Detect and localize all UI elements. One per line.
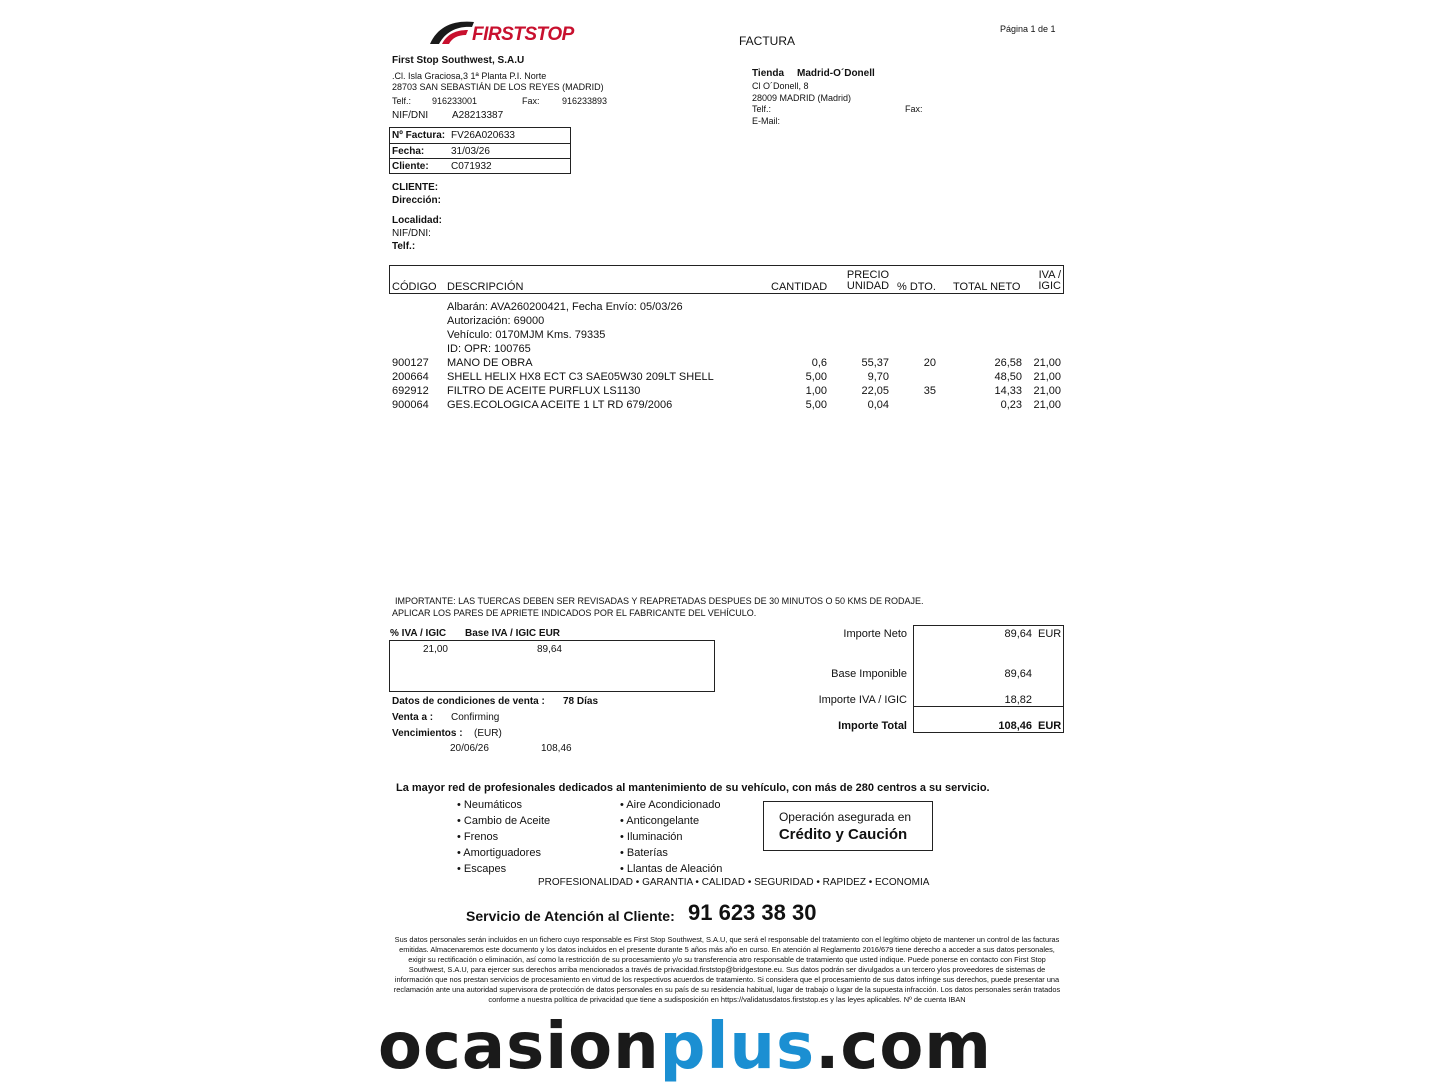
page-number: Página 1 de 1 <box>1000 24 1056 34</box>
total-amount-label: Importe Total <box>838 720 907 732</box>
list-item: • Amortiguadores <box>457 847 541 859</box>
invoice-date: 31/03/26 <box>451 146 490 157</box>
col-header-vat-line2: IGIC <box>1038 280 1061 292</box>
item-description: SHELL HELIX HX8 ECT C3 SAE05W30 209LT SHELL <box>447 371 714 383</box>
promo-headline: La mayor red de profesionales dedicados al mantenimiento de su vehículo, con más de 280 centros a su servicio. <box>396 782 990 794</box>
col-header-code: CÓDIGO <box>392 281 437 293</box>
invoice-number-label: Nº Factura: <box>392 130 446 141</box>
list-item: • Neumáticos <box>457 799 522 811</box>
sale-to-label: Venta a : <box>392 712 434 723</box>
item-quantity: 0,6 <box>811 357 827 369</box>
company-tel: 916233001 <box>432 96 478 106</box>
tax-base-header: Base IVA / IGIC EUR <box>465 628 561 639</box>
company-address-2: 28703 SAN SEBASTIÁN DE LOS REYES (MADRID) <box>392 82 604 92</box>
invoice-date-label: Fecha: <box>392 146 425 157</box>
store-fax-label: Fax: <box>905 104 923 114</box>
logo-text: FIRSTSTOP <box>472 24 574 45</box>
item-unit-price: 55,37 <box>861 357 889 369</box>
doc-title: FACTURA <box>739 34 796 48</box>
store-address-1: Cl O´Donell, 8 <box>752 81 809 91</box>
due-date: 20/06/26 <box>450 743 489 754</box>
item-note: Albarán: AVA260200421, Fecha Envío: 05/03/26 <box>447 301 683 313</box>
watermark-part-2: plus <box>659 1010 816 1084</box>
store-name: Madrid-O´Donell <box>797 68 875 79</box>
list-item: • Cambio de Aceite <box>457 815 551 827</box>
item-discount: 20 <box>923 357 936 369</box>
item-vat: 21,00 <box>1033 399 1061 411</box>
item-vat: 21,00 <box>1033 385 1061 397</box>
col-header-vat-line1: IVA / <box>1038 269 1061 281</box>
item-quantity: 5,00 <box>805 399 827 411</box>
col-header-price <box>842 270 894 292</box>
service-label: Servicio de Atención al Cliente: <box>466 908 675 924</box>
item-quantity: 1,00 <box>805 385 827 397</box>
item-discount: 35 <box>923 385 936 397</box>
item-vat: 21,00 <box>1033 357 1061 369</box>
item-unit-price: 22,05 <box>861 385 889 397</box>
services-list-1 <box>457 797 550 877</box>
net-currency: EUR <box>1038 628 1062 640</box>
col-header-price-line2: UNIDAD <box>846 280 890 292</box>
company-nif-label: NIF/DNI <box>392 110 429 121</box>
client-nif-label: NIF/DNI: <box>392 228 431 239</box>
list-item: • Frenos <box>457 831 499 843</box>
col-header-quantity: CANTIDAD <box>771 281 828 293</box>
due-amount: 108,46 <box>541 743 572 754</box>
firststop-logo <box>428 18 580 48</box>
total-currency: EUR <box>1038 720 1062 732</box>
due-dates-label: Vencimientos : <box>392 728 463 739</box>
col-header-price-line1: PRECIO <box>846 269 890 281</box>
tax-pct-header: % IVA / IGIC <box>390 628 447 639</box>
watermark-part-3: .com <box>815 1010 992 1084</box>
tire-swoosh-icon <box>428 18 476 46</box>
item-total: 48,50 <box>994 371 1022 383</box>
invoice-number: FV26A020633 <box>451 130 515 141</box>
conditions-value: 78 Días <box>563 696 599 707</box>
net-amount-label: Importe Neto <box>843 628 907 640</box>
store-address-2: 28009 MADRID (Madrid) <box>752 93 852 103</box>
company-name: First Stop Southwest, S.A.U <box>392 55 525 66</box>
item-note: Autorización: 69000 <box>447 315 545 327</box>
store-tel-label: Telf.: <box>752 104 772 114</box>
item-unit-price: 9,70 <box>867 371 889 383</box>
list-item: • Anticongelante <box>620 815 700 827</box>
item-description: MANO DE OBRA <box>447 357 533 369</box>
privacy-notice: Sus datos personales serán incluidos en un fichero cuyo responsable es First Stop Southwest, S.A.U, que será el responsable del tratamiento con el legítimo objeto de mantener un control de las facturas emitidas. Almacenaremos este documento y los datos incluidos en el presente durante 5 años más año en curso. En atención al Reglamento 2016/679 tiene derecho a acceder a sus datos personales, exigir su rectificación o eliminación, así como la restricción de su procesamiento y/o su transferencia atro responsable de tratamiento que usted indique. Puede ponerse en contacto con First Stop Southwest, S.A.U, para ejercer sus derechos arriba mencionados a través de privacidad.firststop@bridgestone.eu. Sus datos podrán ser divulgados a un tercero ylos proveedores de sistemas de información que nos prestan servicios de procesamiento en virtud de los respectivos acuerdos de tratamiento. Si considera que el procesamiento de sus datos infringe sus derechos, puede presentar una reclamación ante una autoridad supervisora de protección de datos personales en su país de su residencia habitual, lugar de trabajo o lugar de la supuesta infracción. Los datos personales serán tratados conforme a nuestra política de privacidad que tiene a sudisposición en https://validatusdatos.firststop.es y las leyes aplicables. Nº de cuenta IBAN <box>393 935 1061 1004</box>
important-note-1: IMPORTANTE: LAS TUERCAS DEBEN SER REVISADAS Y REAPRETADAS DESPUES DE 30 MINUTOS O 50 KMS DE RODAJE. <box>395 596 924 606</box>
vat-amount-label: Importe IVA / IGIC <box>818 694 907 706</box>
service-phone: 91 623 38 30 <box>688 900 817 925</box>
tax-pct: 21,00 <box>422 644 448 655</box>
tax-base-amount: 89,64 <box>1004 668 1032 680</box>
col-header-discount: % DTO. <box>897 281 936 293</box>
invoice-client-label: Cliente: <box>392 161 429 172</box>
tax-base: 89,64 <box>536 644 562 655</box>
list-item: • Aire Acondicionado <box>620 799 721 811</box>
divider <box>389 143 571 144</box>
important-note-2: APLICAR LOS PARES DE APRIETE INDICADOS POR EL FABRICANTE DEL VEHÍCULO. <box>392 608 757 618</box>
item-total: 26,58 <box>994 357 1022 369</box>
item-code: 900127 <box>392 357 429 369</box>
item-note: Vehículo: 0170MJM Kms. 79335 <box>447 329 606 341</box>
conditions-label: Datos de condiciones de venta : <box>392 696 545 707</box>
watermark-ocasionplus <box>378 1012 992 1082</box>
insurance-line-2: Crédito y Caución <box>778 826 908 843</box>
item-description: FILTRO DE ACEITE PURFLUX LS1130 <box>447 385 641 397</box>
col-header-total: TOTAL NETO <box>953 281 1021 293</box>
services-list-2 <box>620 797 722 877</box>
item-vat: 21,00 <box>1033 371 1061 383</box>
list-item: • Escapes <box>457 863 507 875</box>
store-email-label: E-Mail: <box>752 116 781 126</box>
item-unit-price: 0,04 <box>867 399 889 411</box>
client-tel-label: Telf.: <box>392 241 416 252</box>
client-label: CLIENTE: <box>392 182 439 193</box>
company-fax: 916233893 <box>562 96 608 106</box>
item-note: ID: OPR: 100765 <box>447 343 531 355</box>
divider <box>913 706 1064 707</box>
store-label: Tienda <box>752 68 785 79</box>
net-amount: 89,64 <box>1004 628 1032 640</box>
item-quantity: 5,00 <box>805 371 827 383</box>
total-amount: 108,46 <box>998 720 1032 732</box>
sale-to-value: Confirming <box>451 712 500 723</box>
address-label: Dirección: <box>392 195 441 206</box>
item-total: 14,33 <box>994 385 1022 397</box>
col-header-description: DESCRIPCIÓN <box>447 281 524 293</box>
company-tel-label: Telf.: <box>392 96 412 106</box>
invoice-client: C071932 <box>451 161 492 172</box>
item-code: 692912 <box>392 385 429 397</box>
item-description: GES.ECOLOGICA ACEITE 1 LT RD 679/2006 <box>447 399 673 411</box>
divider <box>389 158 571 159</box>
values-line: PROFESIONALIDAD • GARANTIA • CALIDAD • SEGURIDAD • RAPIDEZ • ECONOMIA <box>538 877 930 888</box>
locality-label: Localidad: <box>392 215 443 226</box>
insurance-line-1: Operación asegurada en <box>778 810 912 824</box>
company-nif: A28213387 <box>452 110 504 121</box>
watermark-part-1: ocasion <box>378 1010 660 1084</box>
list-item: • Iluminación <box>620 831 683 843</box>
col-header-vat <box>1020 270 1061 292</box>
list-item: • Baterías <box>620 847 668 859</box>
item-total: 0,23 <box>1000 399 1022 411</box>
vat-amount: 18,82 <box>1004 694 1032 706</box>
tax-base-label: Base Imponible <box>831 668 907 680</box>
company-fax-label: Fax: <box>522 96 540 106</box>
item-code: 900064 <box>392 399 429 411</box>
due-dates-currency: (EUR) <box>474 728 502 739</box>
list-item: • Llantas de Aleación <box>620 863 723 875</box>
item-code: 200664 <box>392 371 429 383</box>
company-address-1: .Cl. Isla Graciosa,3 1ª Planta P.I. Norte <box>392 71 547 81</box>
